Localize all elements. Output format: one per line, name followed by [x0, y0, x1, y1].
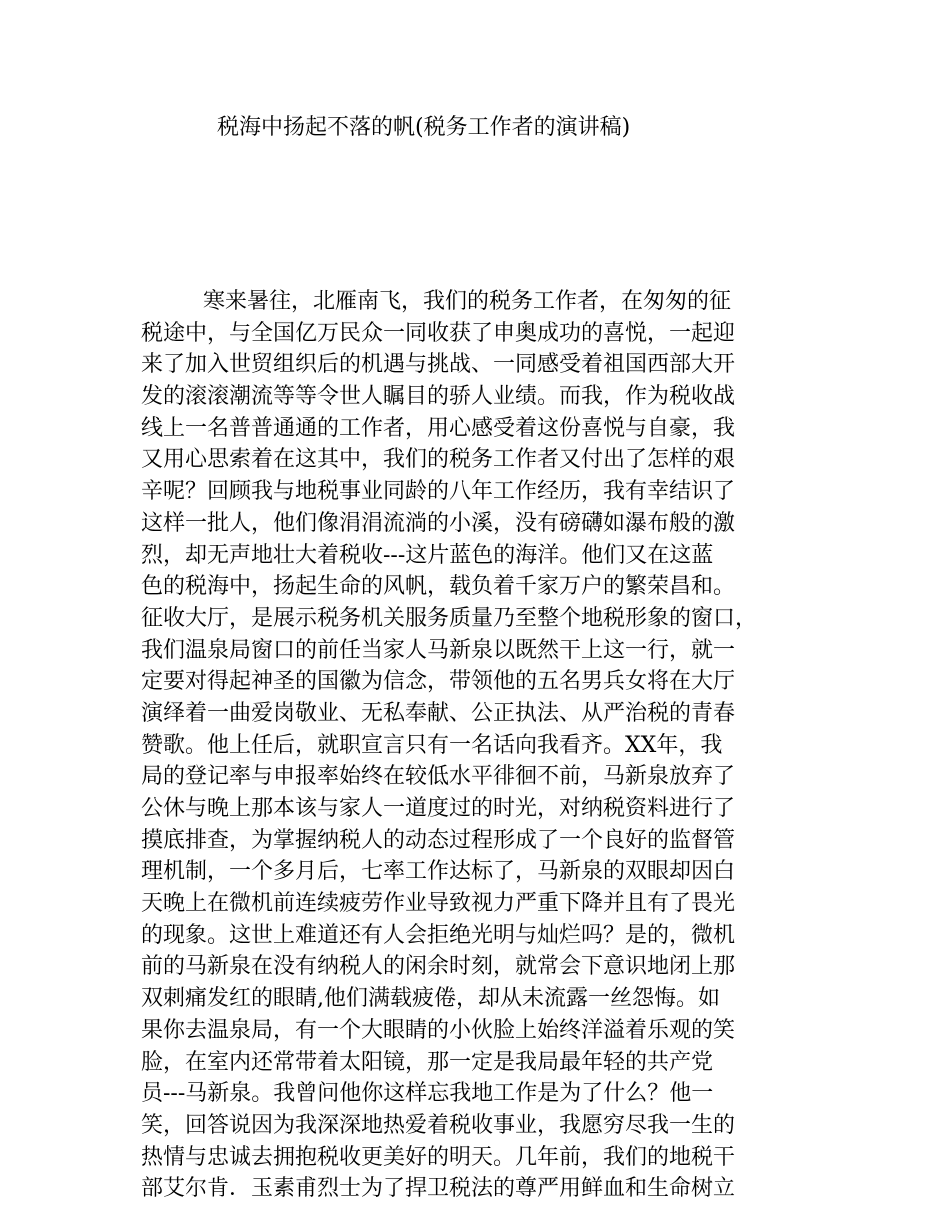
- paragraph-line: 果你去温泉局，有一个大眼睛的小伙脸上始终洋溢着乐观的笑: [141, 1017, 736, 1043]
- paragraph-line: 线上一名普普通通的工作者，用心感受着这份喜悦与自豪，我: [141, 415, 736, 441]
- paragraph-line: 又用心思索着在这其中，我们的税务工作者又付出了怎样的艰: [141, 447, 736, 473]
- paragraph-line: 色的税海中，扬起生命的风帆，载负着千家万户的繁荣昌和。: [141, 574, 736, 600]
- paragraph-line: 热情与忠诚去拥抱税收更美好的明天。几年前，我们的地税干: [141, 1144, 736, 1170]
- paragraph-line: 的现象。这世上难道还有人会拒绝光明与灿烂吗？是的，微机: [141, 922, 736, 948]
- paragraph-line: 征收大厅，是展示税务机关服务质量乃至整个地税形象的窗口，: [141, 605, 758, 631]
- paragraph-line: 来了加入世贸组织后的机遇与挑战、一同感受着祖国西部大开: [141, 352, 736, 378]
- paragraph-line: 天晚上在微机前连续疲劳作业导致视力严重下降并且有了畏光: [141, 891, 736, 917]
- paragraph-line: 发的滚滚潮流等等令世人瞩目的骄人业绩。而我，作为税收战: [141, 384, 736, 410]
- paragraph-line: 脸，在室内还常带着太阳镜，那一定是我局最年轻的共产党: [141, 1049, 714, 1075]
- paragraph-line: 员---马新泉。我曾问他你这样忘我地工作是为了什么？他一: [141, 1081, 714, 1107]
- paragraph-line: 这样一批人，他们像涓涓流淌的小溪，没有磅礴如瀑布般的激: [141, 510, 736, 536]
- paragraph-line: 我们温泉局窗口的前任当家人马新泉以既然干上这一行，就一: [141, 637, 736, 663]
- paragraph-line: 双刺痛发红的眼睛,他们满载疲倦，却从未流露一丝怨悔。如: [141, 986, 720, 1012]
- paragraph-line: 摸底排查，为掌握纳税人的动态过程形成了一个良好的监督管: [141, 827, 736, 853]
- paragraph-line: 部艾尔肯．玉素甫烈士为了捍卫税法的尊严用鲜血和生命树立: [141, 1176, 736, 1202]
- paragraph-line: 演绎着一曲爱岗敬业、无私奉献、公正执法、从严治税的青春: [141, 700, 736, 726]
- paragraph-line: 赞歌。他上任后，就职宣言只有一名话向我看齐。XX年，我: [141, 732, 723, 758]
- paragraph-line: 寒来暑往，北雁南飞，我们的税务工作者，在匆匆的征: [203, 289, 732, 314]
- paragraph-line: 局的登记率与申报率始终在较低水平徘徊不前，马新泉放弃了: [141, 764, 736, 790]
- document-body: [141, 286, 841, 1205]
- paragraph-line: 辛呢？回顾我与地税事业同龄的八年工作经历，我有幸结识了: [141, 479, 736, 505]
- paragraph-line: 笑，回答说因为我深深地热爱着税收事业，我愿穷尽我一生的: [141, 1112, 736, 1138]
- paragraph-line: 定要对得起神圣的国徽为信念，带领他的五名男兵女将在大厅: [141, 669, 736, 695]
- paragraph-line: 公休与晚上那本该与家人一道度过的时光，对纳税资料进行了: [141, 796, 736, 821]
- paragraph-line: 烈，却无声地壮大着税收---这片蓝色的海洋。他们又在这蓝: [141, 542, 714, 568]
- paragraph-line: 理机制，一个多月后，七率工作达标了，马新泉的双眼却因白: [141, 859, 736, 885]
- paragraph-line: 前的马新泉在没有纳税人的闲余时刻，就常会下意识地闭上那: [141, 954, 736, 980]
- paragraph-line: 税途中，与全国亿万民众一同收获了申奥成功的喜悦，一起迎: [141, 320, 736, 346]
- document-title: 税海中扬起不落的帆(税务工作者的演讲稿): [217, 115, 631, 140]
